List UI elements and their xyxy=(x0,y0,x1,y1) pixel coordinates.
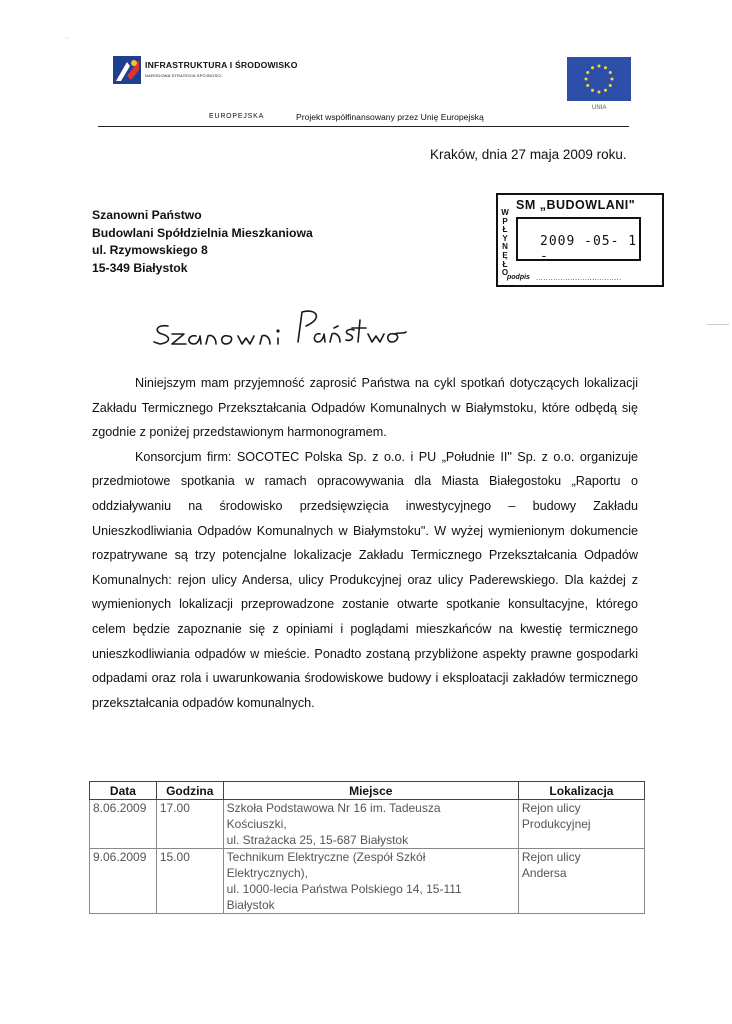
address-line: Szanowni Państwo xyxy=(92,208,202,222)
cell-place xyxy=(223,800,518,849)
stamp-side-letter: Ę xyxy=(502,250,508,260)
place-line: ul. Strażacka 25, 15-687 Białystok xyxy=(226,833,409,847)
eu-star-icon xyxy=(609,71,612,74)
infrastruktura-logo-icon xyxy=(113,56,141,84)
eu-star-icon xyxy=(586,71,589,74)
europejska-label: EUROPEJSKA xyxy=(209,113,265,120)
stamp-side-letter: O xyxy=(501,268,509,278)
place-line: Technikum Elektryczne (Zespół Szkół xyxy=(226,850,426,864)
cell-time: 15.00 xyxy=(156,849,223,914)
cell-place xyxy=(223,849,518,914)
received-stamp xyxy=(496,193,664,287)
scan-mark-line xyxy=(707,324,729,325)
eu-star-icon xyxy=(591,66,594,69)
column-header: Lokalizacja xyxy=(518,782,644,800)
cell-location xyxy=(518,849,644,914)
stamp-side-letter: P xyxy=(502,216,508,226)
cell-location xyxy=(518,800,644,849)
place-line: Elektrycznych), xyxy=(226,866,308,880)
location-line: Rejon ulicy xyxy=(521,850,581,864)
column-header: Data xyxy=(90,782,157,800)
place-line: ul. 1000-lecia Państwa Polskiego 14, 15-111 xyxy=(226,882,462,896)
org-subtitle: NARODOWA STRATEGIA SPÓJNOŚCI xyxy=(145,73,222,78)
table-row xyxy=(90,849,645,914)
location-line: Andersa xyxy=(521,866,567,880)
letter-date: Kraków, dnia 27 maja 2009 roku. xyxy=(430,147,627,162)
table-header-row xyxy=(90,782,645,800)
column-header: Godzina xyxy=(156,782,223,800)
recipient-address xyxy=(92,207,313,277)
stamp-signature-line: ................................... xyxy=(536,275,622,282)
table-row xyxy=(90,800,645,849)
eu-flag-icon xyxy=(567,57,631,101)
stamp-side-text xyxy=(501,209,509,278)
org-name: INFRASTRUKTURA I ŚRODOWISKO xyxy=(145,60,298,70)
location-line: Rejon ulicy xyxy=(521,801,581,815)
address-line: ul. Rzymowskiego 8 xyxy=(92,243,208,257)
eu-star-icon xyxy=(585,78,588,81)
eu-star-icon xyxy=(598,91,601,94)
eu-star-icon xyxy=(611,78,614,81)
stamp-side-letter: Ł xyxy=(502,259,508,269)
header-divider xyxy=(98,126,629,127)
eu-star-icon xyxy=(609,84,612,87)
schedule-table xyxy=(89,781,645,914)
column-header: Miejsce xyxy=(223,782,518,800)
stamp-side-letter: W xyxy=(501,208,509,217)
scan-mark: ~ xyxy=(65,36,69,42)
letter-body xyxy=(92,371,638,715)
stamp-signature-label: podpis xyxy=(507,274,530,281)
eu-star-icon xyxy=(604,66,607,69)
eu-star-icon xyxy=(591,89,594,92)
body-paragraph: Konsorcjum firm: SOCOTEC Polska Sp. z o.o. i PU „Południe II" Sp. z o.o. organizuje przedmiotowe spotkania w ramach opracowywania dla Miasta Białegostoku „Raportu o oddziaływaniu na środowisko przedsięwzięcia inwestycyjnego – budowy Zakładu Unieszkodliwiania Odpadów Komunalnych w Białymstoku". W wyżej wymienionym dokumencie rozpatrywane są trzy potencjalne lokalizacje Zakładu Termicznego Przekształcania Odpadów Komunalnych: rejon ulicy Andersa, ulicy Produkcyjnej oraz ulicy Paderewskiego. Dla każdej z wymienionych lokalizacji przeprowadzone zostanie otwarte spotkanie konsultacyjne, którego celem będzie zapoznanie się z opiniami i poglądami mieszkańców na kwestię termicznego unieszkodliwiania odpadów w mieście. Ponadto zostaną przybliżone aspekty prawne gospodarki odpadami oraz rola i uwarunkowania środowiskowe budowy i eksploatacji zakładów termicznego przekształcania odpadów komunalnych. xyxy=(92,449,638,710)
location-line: Produkcyjnej xyxy=(521,817,591,831)
cell-time: 17.00 xyxy=(156,800,223,849)
stamp-title: SM „BUDOWLANI" xyxy=(516,198,636,212)
project-cofinanced-text: Projekt współfinansowany przez Unię Europejską xyxy=(296,112,484,122)
stamp-date-box xyxy=(516,217,641,264)
stamp-date: 2009 -05- 1 - xyxy=(540,234,638,264)
stamp-side-letter: Y xyxy=(502,233,508,243)
body-paragraph: Niniejszym mam przyjemność zaprosić Państwa na cykl spotkań dotyczących lokalizacji Zakładu Termicznego Przekształcania Odpadów Komunalnych w Białymstoku, które odbędą się zgodnie z poniżej przedstawionym harmonogramem. xyxy=(92,376,638,440)
stamp-side-letter: N xyxy=(502,242,508,252)
eu-star-icon xyxy=(586,84,589,87)
address-line: 15-349 Białystok xyxy=(92,260,188,275)
place-line: Białystok xyxy=(226,898,275,912)
cell-date: 8.06.2009 xyxy=(90,800,157,849)
eu-star-icon xyxy=(604,89,607,92)
handwritten-salutation xyxy=(148,298,408,358)
eu-star-icon xyxy=(598,65,601,68)
place-line: Szkoła Podstawowa Nr 16 im. Tadeusza xyxy=(226,801,441,815)
cell-date: 9.06.2009 xyxy=(90,849,157,914)
address-line: Budowlani Spółdzielnia Mieszkaniowa xyxy=(92,225,313,240)
eu-label: UNIA xyxy=(592,105,607,111)
stamp-side-letter: Ł xyxy=(502,225,508,235)
place-line: Kościuszki, xyxy=(226,817,287,831)
